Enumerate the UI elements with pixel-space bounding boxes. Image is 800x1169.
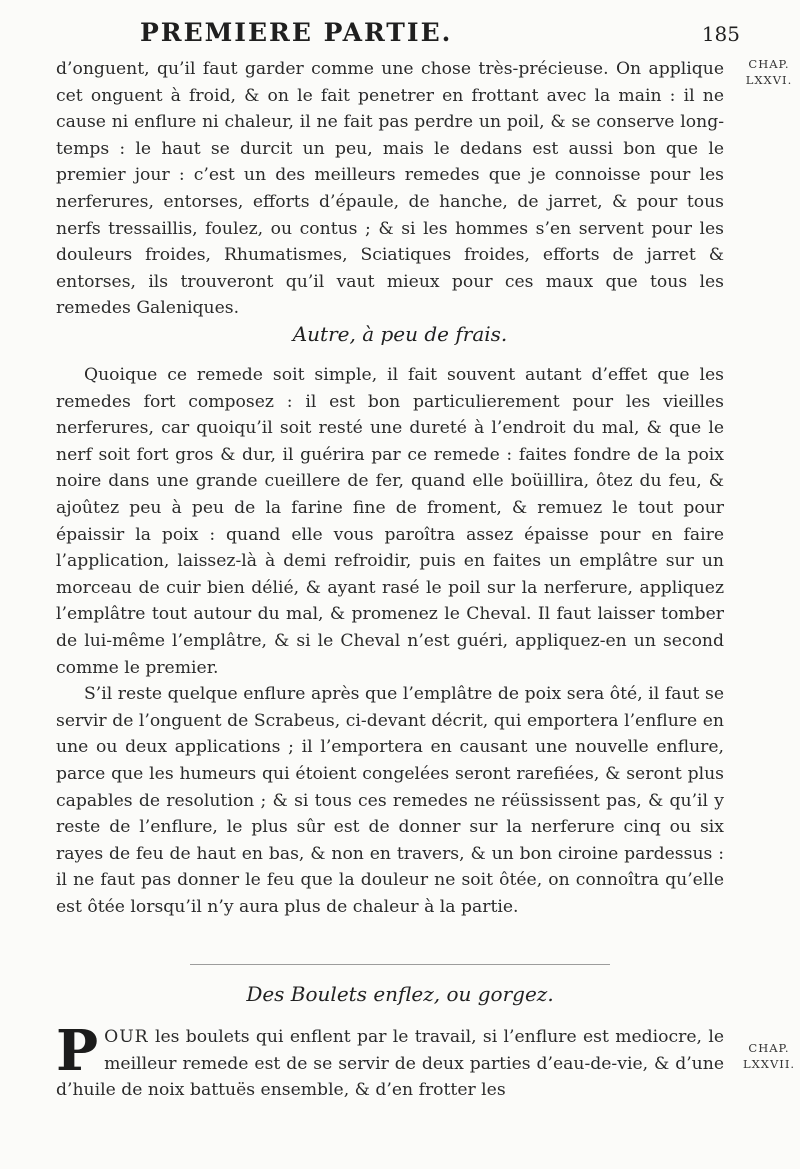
section-title-boulets: Des Boulets enflez, ou gorgez. [246, 982, 554, 1006]
page-header [140, 18, 740, 54]
paragraph-boulets-text: les boulets qui enflent par le travail, si l’enflure est mediocre, le meilleur remede est de se servir de deux parties d’eau-de-vie, & d’une d’huile de noix battuës ensemble, & d’en frotter les [56, 1027, 724, 1101]
section-autre-text [56, 362, 724, 920]
page-number: 185 [701, 22, 740, 46]
section-boulets-text [56, 1018, 724, 1104]
paragraph-boulets [56, 1018, 724, 1104]
margin-note-chapter-76: CHAP. LXXVI. [745, 57, 793, 87]
margin-note-chapter-77: CHAP. LXXVII. [742, 1041, 796, 1071]
paragraph-autre-1: Quoique ce remede soit simple, il fait souvent autant d’effet que les remedes fort composez : il est bon particulierement pour les vieilles nerferures, car quoiqu’il soit resté une dureté à l’endroit du mal, & que le nerf soit fort gros & dur, il guérira par ce remede : faites fondre de la poix noire dans une grande cueillere de fer, quand elle boüillira, ôtez du feu, & ajoûtez peu à peu de la farine fine de froment, & remuez le tout pour épaissir la poix : quand elle vous paroîtra assez épaisse pour en faire l’application, laissez-là à demi refroidir, puis en faites un emplâtre sur un morceau de cuir bien délié, & ayant rasé le poil sur la nerferure, appliquez l’emplâtre tout autour du mal, & promenez le Cheval. Il faut laisser tomber de lui-même l’emplâtre, & si le Cheval n’est guéri, appliquez-en un second comme le premier. [56, 365, 724, 678]
section-title-autre: Autre, à peu de frais. [292, 322, 508, 346]
drop-cap: P [56, 1018, 99, 1084]
paragraph-onguent: d’onguent, qu’il faut garder comme une chose très-précieuse. On applique cet onguent à froid, & on le fait penetrer en frottant avec la main : il ne cause ni enflure ni chaleur, il ne fait pas perdre un poil, & se conserve long-temps : le haut se durcit un peu, mais le dedans est aussi bon que le premier jour : c’est un des meilleurs remedes que je connoisse pour les nerferures, entorses, efforts d’épaule, de hanche, de jarret, & pour tous nerfs tressaillis, foulez, ou contus ; & si les hommes s’en servent pour les douleurs froides, Rhumatismes, Sciatiques froides, efforts de jarret & entorses, ils trouveront qu’il vaut mieux pour ces maux que tous les remedes Galeniques. [56, 59, 724, 319]
paragraph-autre-2: S’il reste quelque enflure après que l’emplâtre de poix sera ôté, il faut se servir de l’onguent de Scrabeus, ci-devant décrit, qui emportera l’enflure en une ou deux applications ; il l’emportera en causant une nouvelle enflure, parce que les humeurs qui étoient congelées seront rarefiées, & seront plus capables de resolution ; & si tous ces remedes ne réüssissent pas, & qu’il y reste de l’enflure, le plus sûr est de donner sur la nerferure cinq ou six rayes de feu de haut en bas, & non en travers, & un bon ciroine pardessus : il ne faut pas donner le feu que la douleur ne soit ôtée, on connoîtra qu’elle est ôtée lorsqu’il n’y aura plus de chaleur à la partie. [56, 684, 724, 917]
section-onguent-text [56, 56, 724, 322]
section-divider [190, 964, 610, 965]
lead-caps: OUR [104, 1027, 149, 1047]
running-head: PREMIERE PARTIE. [140, 18, 453, 47]
